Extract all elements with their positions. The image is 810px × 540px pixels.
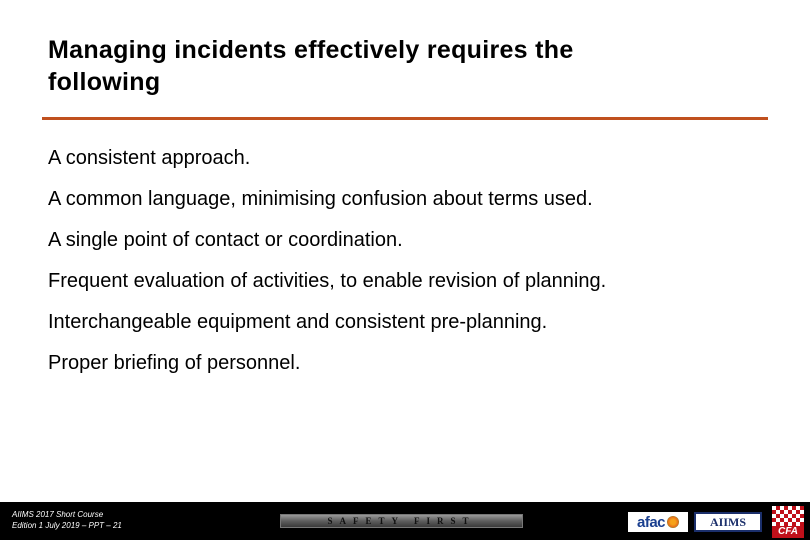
afac-logo [628, 512, 688, 532]
footer-course-info [12, 509, 122, 531]
bullet-item: A single point of contact or coordination. [48, 229, 403, 251]
slide-title [48, 34, 768, 98]
bullet-item: Proper briefing of personnel. [48, 352, 301, 374]
bullet-item: A common language, minimising confusion about terms used. [48, 188, 593, 210]
slide-title-line-1: Managing incidents effectively requires the [48, 36, 574, 64]
footer-course-name: AIIMS 2017 Short Course [12, 510, 104, 519]
slide-title-line-2: following [48, 68, 161, 96]
bullet-item: Frequent evaluation of activities, to enable revision of planning. [48, 270, 607, 292]
safety-first-banner [280, 514, 523, 528]
safety-first-text: SAFETY FIRST [327, 516, 476, 526]
aiims-logo-text: AIIMS [709, 514, 746, 529]
cfa-logo [772, 506, 804, 538]
title-divider [42, 117, 768, 120]
afac-logo-text: afac [636, 513, 666, 531]
bullet-item: A consistent approach. [48, 147, 251, 169]
cfa-checker-icon [772, 506, 804, 526]
footer-bar [0, 502, 810, 540]
bullet-list [48, 146, 606, 392]
cfa-logo-text: CFA [772, 526, 804, 538]
footer-edition: Edition 1 July 2019 – PPT – 21 [12, 521, 122, 530]
bullet-item: Interchangeable equipment and consistent pre-planning. [48, 311, 548, 333]
afac-emblem-icon [667, 516, 679, 528]
aiims-logo [694, 512, 762, 532]
